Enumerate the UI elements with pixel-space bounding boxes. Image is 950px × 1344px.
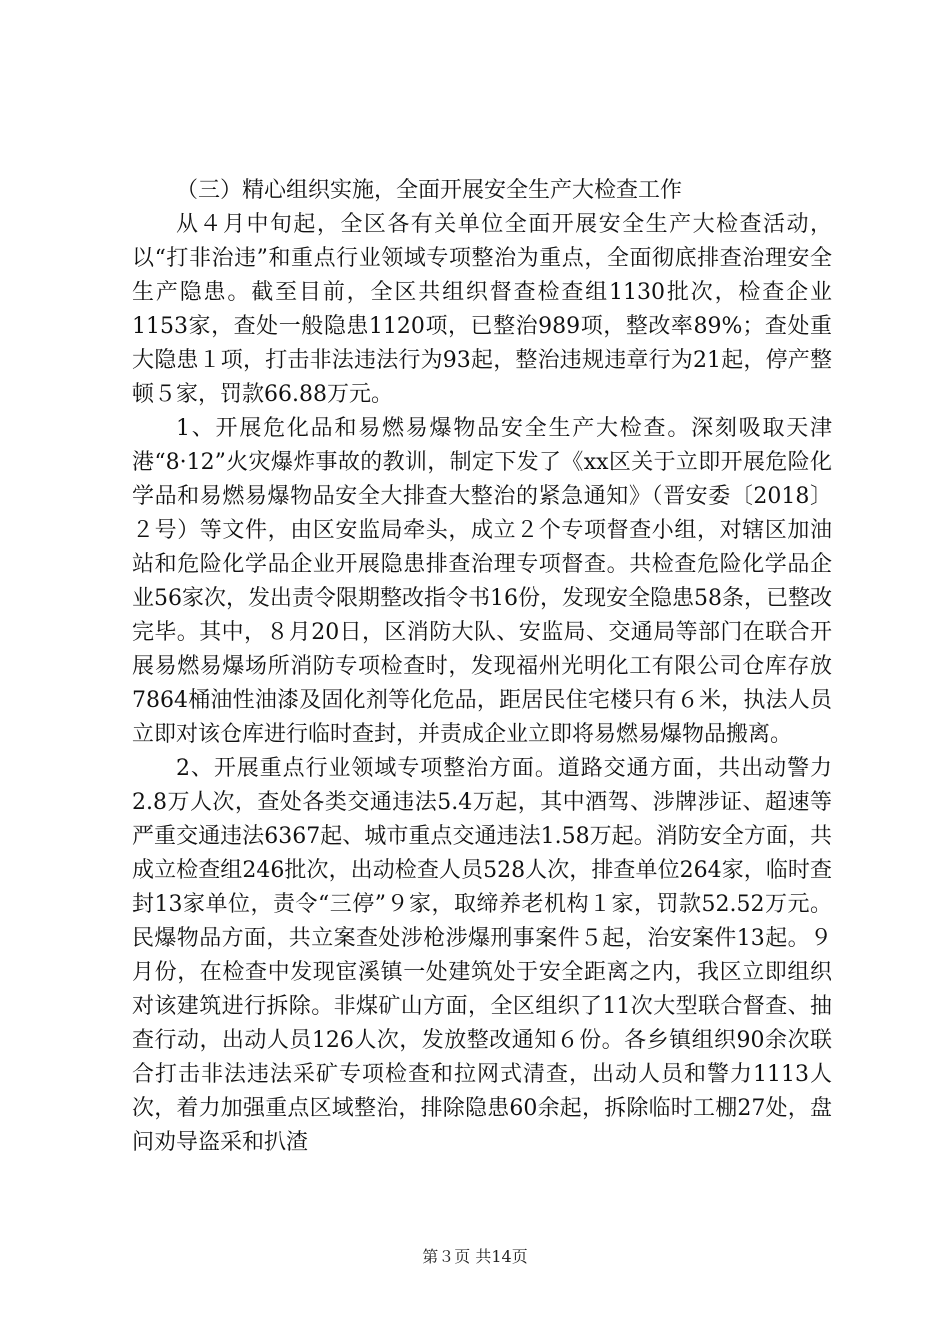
paragraph-overview: 从４月中旬起，全区各有关单位全面开展安全生产大检查活动，以“打非治违”和重点行业领域专项整治为重点，全面彻底排查治理安全生产隐患。截至目前，全区共组织督查检查组1130批次，检查企业1153家，查处一般隐患1120项，已整治989项，整改率89%；查处重大隐患１项，打击非法违法行为93起，整治违规违章行为21起，停产整顿５家，罚款66.88万元。 xyxy=(132,212,832,407)
section-heading: （三）精心组织实施，全面开展安全生产大检查工作 xyxy=(176,178,683,203)
page-number-footer: 第３页 共14页 xyxy=(422,1247,528,1266)
document-body xyxy=(132,174,832,1160)
paragraph-hazardous-chemicals: 1、开展危化品和易燃易爆物品安全生产大检查。深刻吸取天津港“8·12”火灾爆炸事故的教训，制定下发了《xx区关于立即开展危险化学品和易燃易爆物品安全大排查大整治的紧急通知》（晋安委〔2018〕２号）等文件，由区安监局牵头，成立２个专项督查小组，对辖区加油站和危险化学品企业开展隐患排查治理专项督查。共检查危险化学品企业56家次，发出责令限期整改指令书16份，发现安全隐患58条，已整改完毕。其中，８月20日，区消防大队、安监局、交通局等部门在联合开展易燃易爆场所消防专项检查时，发现福州光明化工有限公司仓库存放7864桶油性油漆及固化剂等化危品，距居民住宅楼只有６米，执法人员立即对该仓库进行临时查封，并责成企业立即将易燃易爆物品搬离。 xyxy=(132,416,832,747)
paragraph-key-industries: 2、开展重点行业领域专项整治方面。道路交通方面，共出动警力2.8万人次，查处各类交通违法5.4万起，其中酒驾、涉牌涉证、超速等严重交通违法6367起、城市重点交通违法1.58万起。消防安全方面，共成立检查组246批次，出动检查人员528人次，排查单位264家，临时查封13家单位，责令“三停”９家，取缔养老机构１家，罚款52.52万元。民爆物品方面，共立案查处涉枪涉爆刑事案件５起，治安案件13起。９月份，在检查中发现宦溪镇一处建筑处于安全距离之内，我区立即组织对该建筑进行拆除。非煤矿山方面，全区组织了11次大型联合督查、抽查行动，出动人员126人次，发放整改通知６份。各乡镇组织90余次联合打击非法违法采矿专项检查和拉网式清查，出动人员和警力1113人次，着力加强重点区域整治，排除隐患60余起，拆除临时工棚27处，盘问劝导盗采和扒渣 xyxy=(132,756,832,1155)
